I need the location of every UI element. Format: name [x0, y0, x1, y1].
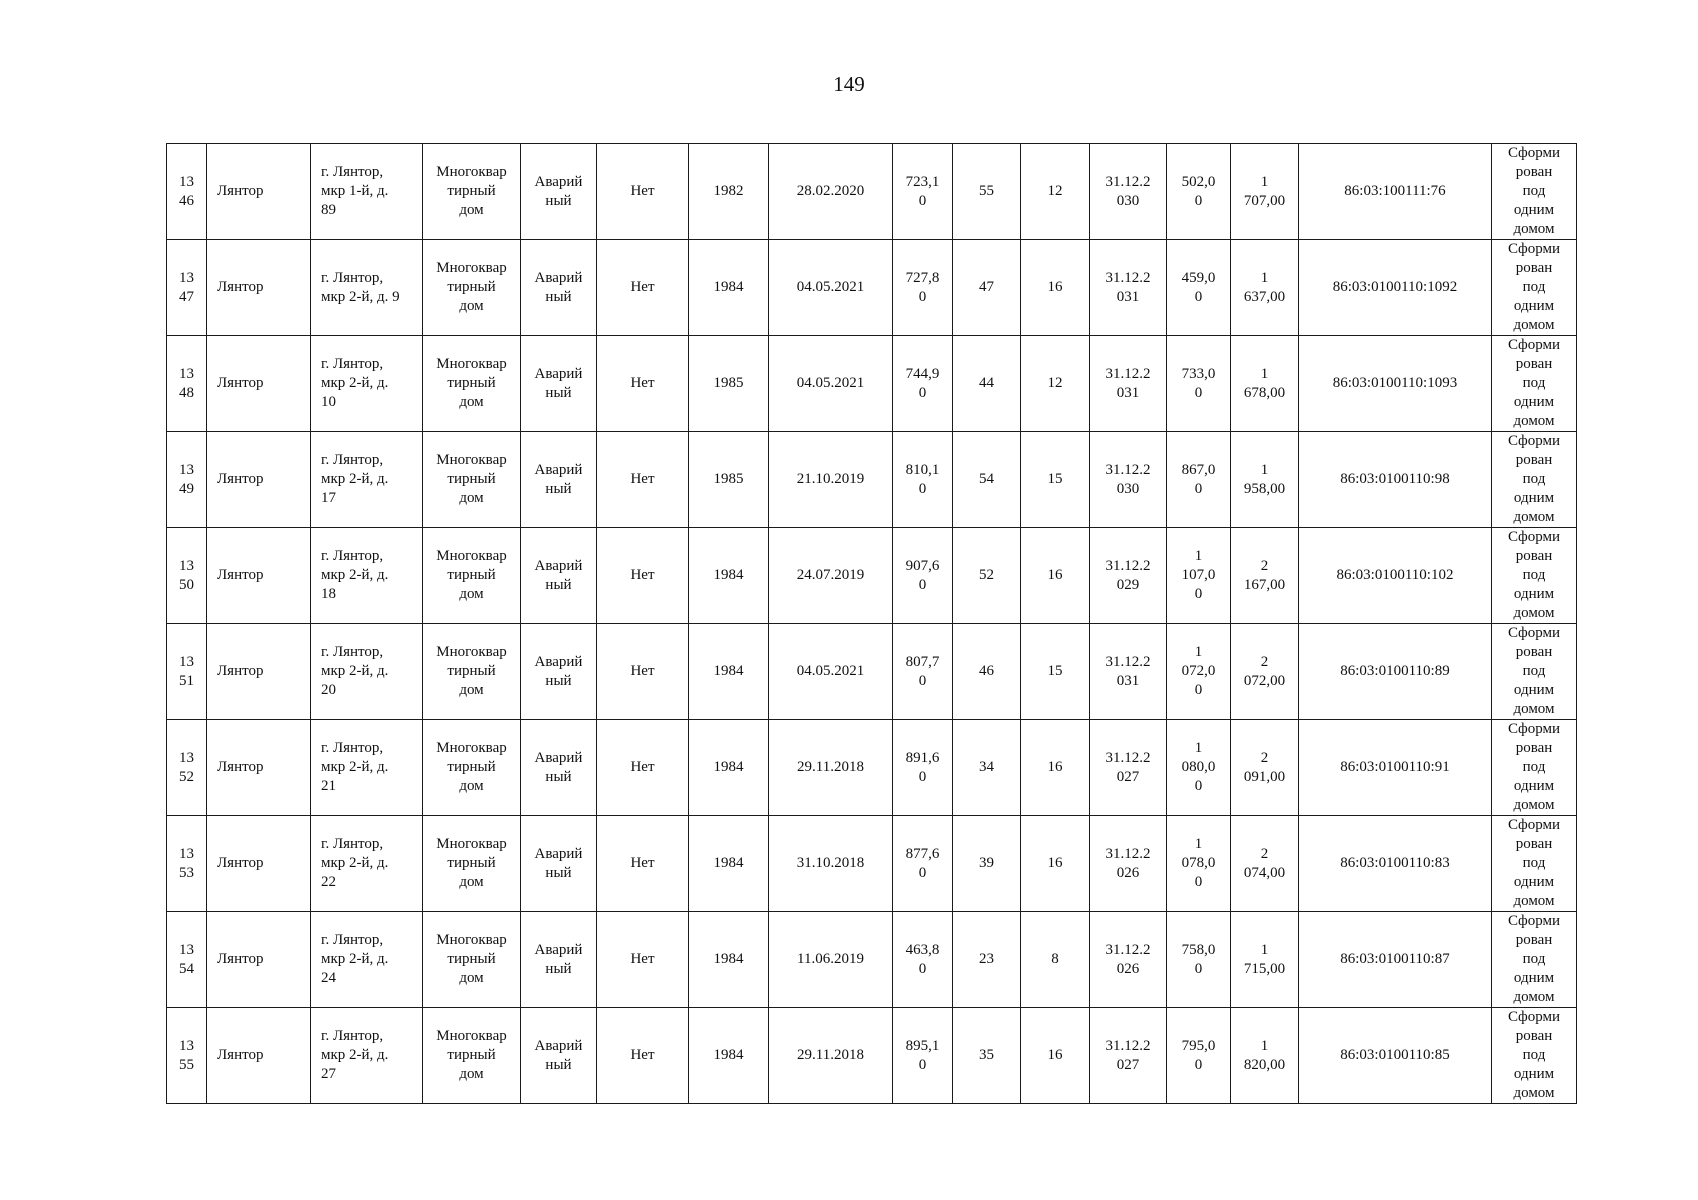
cell-address: г. Лянтор, мкр 2-й, д. 27: [311, 1008, 423, 1104]
cell-address: г. Лянтор, мкр 2-й, д. 9: [311, 240, 423, 336]
cell-apartments: 16: [1021, 816, 1090, 912]
cell-resettlement-deadline: 31.12.2 027: [1090, 1008, 1167, 1104]
cell-apartments: 15: [1021, 624, 1090, 720]
cell-resettlement-deadline: 31.12.2 030: [1090, 432, 1167, 528]
cell-area: 463,8 0: [893, 912, 953, 1008]
cell-apartments: 16: [1021, 1008, 1090, 1104]
table-row: [167, 336, 1577, 432]
cell-resettlement-deadline: 31.12.2 031: [1090, 240, 1167, 336]
cell-build-year: 1984: [689, 816, 769, 912]
cell-cultural-heritage: Нет: [597, 720, 689, 816]
table-row: [167, 816, 1577, 912]
cell-land-status: Сформи рован под одним домом: [1492, 528, 1577, 624]
cell-resettlement-deadline: 31.12.2 027: [1090, 720, 1167, 816]
cell-condition: Аварий ный: [521, 144, 597, 240]
cell-cadastral-number: 86:03:0100110:89: [1299, 624, 1492, 720]
cell-land-status: Сформи рован под одним домом: [1492, 240, 1577, 336]
cell-land-area: 758,0 0: [1167, 912, 1231, 1008]
cell-land-status: Сформи рован под одним домом: [1492, 144, 1577, 240]
cell-cultural-heritage: Нет: [597, 336, 689, 432]
cell-land-status: Сформи рован под одним домом: [1492, 1008, 1577, 1104]
cell-apartments: 12: [1021, 336, 1090, 432]
cell-land-status: Сформи рован под одним домом: [1492, 912, 1577, 1008]
cell-municipality: Лянтор: [207, 720, 311, 816]
cell-area: 744,9 0: [893, 336, 953, 432]
cell-cadastral-number: 86:03:0100110:1092: [1299, 240, 1492, 336]
cell-recognition-date: 24.07.2019: [769, 528, 893, 624]
cell-recognition-date: 04.05.2021: [769, 624, 893, 720]
cell-residents: 39: [953, 816, 1021, 912]
cell-condition: Аварий ный: [521, 912, 597, 1008]
cell-recognition-date: 21.10.2019: [769, 432, 893, 528]
cell-municipality: Лянтор: [207, 528, 311, 624]
cell-resettlement-deadline: 31.12.2 030: [1090, 144, 1167, 240]
cell-residents: 23: [953, 912, 1021, 1008]
cell-build-year: 1984: [689, 912, 769, 1008]
cell-building-type: Многоквар тирный дом: [423, 720, 521, 816]
cell-condition: Аварий ный: [521, 336, 597, 432]
cell-residents: 55: [953, 144, 1021, 240]
cell-apartments: 8: [1021, 912, 1090, 1008]
cell-cadastral-number: 86:03:0100110:87: [1299, 912, 1492, 1008]
cell-address: г. Лянтор, мкр 2-й, д. 10: [311, 336, 423, 432]
cell-land-status: Сформи рован под одним домом: [1492, 720, 1577, 816]
cell-municipality: Лянтор: [207, 240, 311, 336]
cell-building-type: Многоквар тирный дом: [423, 432, 521, 528]
cell-cultural-heritage: Нет: [597, 240, 689, 336]
cell-recognition-date: 31.10.2018: [769, 816, 893, 912]
cell-total-area: 1 820,00: [1231, 1008, 1299, 1104]
housing-registry-table: [166, 143, 1577, 1104]
cell-land-status: Сформи рован под одним домом: [1492, 336, 1577, 432]
cell-build-year: 1984: [689, 1008, 769, 1104]
cell-apartments: 16: [1021, 720, 1090, 816]
cell-address: г. Лянтор, мкр 2-й, д. 20: [311, 624, 423, 720]
cell-cultural-heritage: Нет: [597, 432, 689, 528]
cell-land-area: 733,0 0: [1167, 336, 1231, 432]
cell-residents: 54: [953, 432, 1021, 528]
cell-resettlement-deadline: 31.12.2 026: [1090, 912, 1167, 1008]
cell-build-year: 1985: [689, 432, 769, 528]
cell-apartments: 12: [1021, 144, 1090, 240]
cell-cadastral-number: 86:03:0100110:83: [1299, 816, 1492, 912]
cell-area: 810,1 0: [893, 432, 953, 528]
cell-residents: 52: [953, 528, 1021, 624]
cell-row-number: 13 55: [167, 1008, 207, 1104]
cell-recognition-date: 29.11.2018: [769, 720, 893, 816]
cell-build-year: 1984: [689, 528, 769, 624]
cell-total-area: 1 637,00: [1231, 240, 1299, 336]
cell-recognition-date: 11.06.2019: [769, 912, 893, 1008]
cell-building-type: Многоквар тирный дом: [423, 240, 521, 336]
table-row: [167, 432, 1577, 528]
cell-area: 723,1 0: [893, 144, 953, 240]
cell-total-area: 2 091,00: [1231, 720, 1299, 816]
cell-build-year: 1984: [689, 720, 769, 816]
cell-municipality: Лянтор: [207, 624, 311, 720]
cell-residents: 47: [953, 240, 1021, 336]
cell-condition: Аварий ный: [521, 720, 597, 816]
cell-land-area: 502,0 0: [1167, 144, 1231, 240]
cell-cultural-heritage: Нет: [597, 624, 689, 720]
cell-total-area: 1 715,00: [1231, 912, 1299, 1008]
cell-total-area: 2 072,00: [1231, 624, 1299, 720]
cell-land-status: Сформи рован под одним домом: [1492, 624, 1577, 720]
cell-condition: Аварий ный: [521, 240, 597, 336]
cell-building-type: Многоквар тирный дом: [423, 528, 521, 624]
cell-address: г. Лянтор, мкр 1-й, д. 89: [311, 144, 423, 240]
table-row: [167, 1008, 1577, 1104]
cell-cadastral-number: 86:03:0100110:102: [1299, 528, 1492, 624]
table-row: [167, 720, 1577, 816]
cell-building-type: Многоквар тирный дом: [423, 1008, 521, 1104]
cell-address: г. Лянтор, мкр 2-й, д. 17: [311, 432, 423, 528]
table-row: [167, 912, 1577, 1008]
cell-row-number: 13 48: [167, 336, 207, 432]
cell-building-type: Многоквар тирный дом: [423, 336, 521, 432]
cell-municipality: Лянтор: [207, 816, 311, 912]
cell-area: 877,6 0: [893, 816, 953, 912]
cell-build-year: 1982: [689, 144, 769, 240]
cell-area: 727,8 0: [893, 240, 953, 336]
cell-cultural-heritage: Нет: [597, 528, 689, 624]
cell-resettlement-deadline: 31.12.2 031: [1090, 336, 1167, 432]
cell-row-number: 13 50: [167, 528, 207, 624]
cell-row-number: 13 47: [167, 240, 207, 336]
cell-build-year: 1984: [689, 240, 769, 336]
cell-recognition-date: 04.05.2021: [769, 336, 893, 432]
cell-building-type: Многоквар тирный дом: [423, 912, 521, 1008]
table-row: [167, 528, 1577, 624]
cell-build-year: 1985: [689, 336, 769, 432]
cell-recognition-date: 29.11.2018: [769, 1008, 893, 1104]
cell-land-area: 1 107,0 0: [1167, 528, 1231, 624]
cell-land-area: 1 072,0 0: [1167, 624, 1231, 720]
cell-address: г. Лянтор, мкр 2-й, д. 18: [311, 528, 423, 624]
cell-cadastral-number: 86:03:0100110:1093: [1299, 336, 1492, 432]
cell-condition: Аварий ный: [521, 528, 597, 624]
cell-residents: 34: [953, 720, 1021, 816]
registry-table-body: [167, 144, 1577, 1104]
cell-building-type: Многоквар тирный дом: [423, 624, 521, 720]
cell-recognition-date: 04.05.2021: [769, 240, 893, 336]
cell-address: г. Лянтор, мкр 2-й, д. 21: [311, 720, 423, 816]
cell-condition: Аварий ный: [521, 432, 597, 528]
cell-cultural-heritage: Нет: [597, 1008, 689, 1104]
cell-land-status: Сформи рован под одним домом: [1492, 432, 1577, 528]
cell-municipality: Лянтор: [207, 1008, 311, 1104]
cell-land-area: 795,0 0: [1167, 1008, 1231, 1104]
cell-row-number: 13 49: [167, 432, 207, 528]
cell-total-area: 1 958,00: [1231, 432, 1299, 528]
cell-building-type: Многоквар тирный дом: [423, 816, 521, 912]
cell-row-number: 13 54: [167, 912, 207, 1008]
cell-resettlement-deadline: 31.12.2 026: [1090, 816, 1167, 912]
cell-resettlement-deadline: 31.12.2 029: [1090, 528, 1167, 624]
cell-apartments: 16: [1021, 240, 1090, 336]
cell-cadastral-number: 86:03:0100110:85: [1299, 1008, 1492, 1104]
cell-build-year: 1984: [689, 624, 769, 720]
cell-total-area: 1 707,00: [1231, 144, 1299, 240]
cell-cadastral-number: 86:03:0100110:98: [1299, 432, 1492, 528]
cell-row-number: 13 52: [167, 720, 207, 816]
cell-row-number: 13 53: [167, 816, 207, 912]
cell-municipality: Лянтор: [207, 144, 311, 240]
cell-municipality: Лянтор: [207, 912, 311, 1008]
cell-address: г. Лянтор, мкр 2-й, д. 24: [311, 912, 423, 1008]
cell-land-area: 459,0 0: [1167, 240, 1231, 336]
cell-land-area: 1 080,0 0: [1167, 720, 1231, 816]
cell-land-status: Сформи рован под одним домом: [1492, 816, 1577, 912]
cell-cultural-heritage: Нет: [597, 144, 689, 240]
cell-cadastral-number: 86:03:100111:76: [1299, 144, 1492, 240]
cell-land-area: 1 078,0 0: [1167, 816, 1231, 912]
cell-condition: Аварий ный: [521, 624, 597, 720]
cell-apartments: 15: [1021, 432, 1090, 528]
cell-municipality: Лянтор: [207, 336, 311, 432]
cell-cadastral-number: 86:03:0100110:91: [1299, 720, 1492, 816]
cell-area: 807,7 0: [893, 624, 953, 720]
cell-area: 907,6 0: [893, 528, 953, 624]
cell-municipality: Лянтор: [207, 432, 311, 528]
cell-condition: Аварий ный: [521, 816, 597, 912]
cell-row-number: 13 46: [167, 144, 207, 240]
table-row: [167, 240, 1577, 336]
cell-land-area: 867,0 0: [1167, 432, 1231, 528]
cell-resettlement-deadline: 31.12.2 031: [1090, 624, 1167, 720]
page-number: 149: [833, 72, 865, 96]
cell-condition: Аварий ный: [521, 1008, 597, 1104]
cell-residents: 35: [953, 1008, 1021, 1104]
cell-area: 891,6 0: [893, 720, 953, 816]
cell-address: г. Лянтор, мкр 2-й, д. 22: [311, 816, 423, 912]
cell-total-area: 2 074,00: [1231, 816, 1299, 912]
cell-residents: 46: [953, 624, 1021, 720]
cell-building-type: Многоквар тирный дом: [423, 144, 521, 240]
cell-area: 895,1 0: [893, 1008, 953, 1104]
cell-cultural-heritage: Нет: [597, 816, 689, 912]
cell-row-number: 13 51: [167, 624, 207, 720]
cell-total-area: 2 167,00: [1231, 528, 1299, 624]
cell-cultural-heritage: Нет: [597, 912, 689, 1008]
cell-residents: 44: [953, 336, 1021, 432]
table-row: [167, 624, 1577, 720]
table-row: [167, 144, 1577, 240]
cell-recognition-date: 28.02.2020: [769, 144, 893, 240]
cell-apartments: 16: [1021, 528, 1090, 624]
cell-total-area: 1 678,00: [1231, 336, 1299, 432]
